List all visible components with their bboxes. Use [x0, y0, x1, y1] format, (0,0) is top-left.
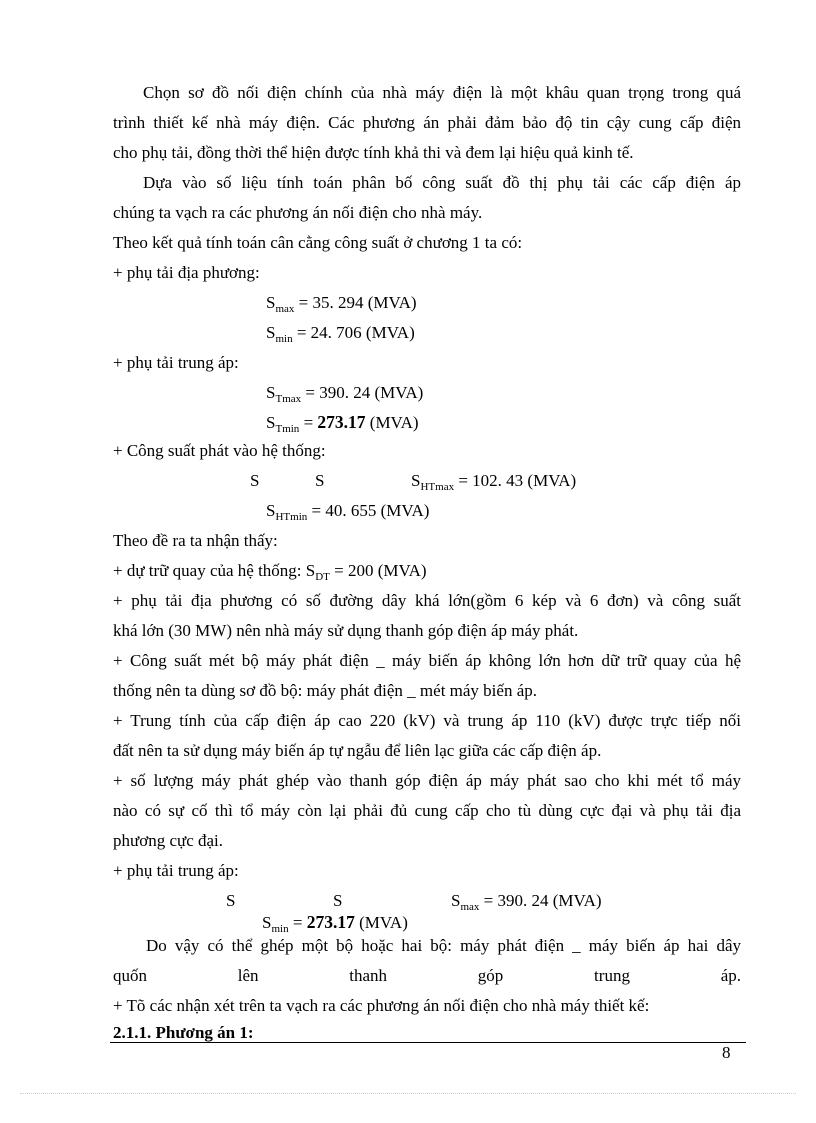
text-line: + Tõ các nhận xét trên ta vạch ra các phương án nối điện cho nhà máy thiết kế:	[113, 996, 650, 1015]
text-line: Theo kết quả tính toán cân cằng công suất ở chương 1 ta có:	[113, 233, 523, 252]
formula-s-label: S	[250, 471, 260, 490]
paragraph-line: nào có sự cố thì tổ máy còn lại phải đủ cung cấp cho tù dùng cực đại và phụ tải địa	[113, 801, 741, 820]
formula-s-label: S	[226, 891, 236, 910]
formula-s-label: S	[315, 471, 325, 490]
page-boundary	[20, 1093, 796, 1094]
paragraph-line: đất nên ta sử dụng máy biến áp tự ngẫu để liên lạc giữa các cấp điện áp.	[113, 741, 602, 760]
paragraph-line: thống nên ta dùng sơ đồ bộ: máy phát điện _ mét máy biến áp.	[113, 681, 537, 700]
paragraph-line: + số lượng máy phát ghép vào thanh góp điện áp máy phát sao cho khi mét tổ máy	[113, 771, 741, 790]
formula-smax-2: $S_{max} = 390$. 24 (MVA)	[451, 891, 602, 913]
formula-smin-2: $S_{min} = 273.17$ (MVA)	[262, 912, 408, 935]
paragraph-line: + phụ tải địa phương có số đường dây khá lớn(gồm 6 kép và 6 đơn) và công suất	[113, 591, 741, 610]
text-line: + phụ tải trung áp:	[113, 861, 239, 880]
formula-s-label: S	[333, 891, 343, 910]
paragraph-line: chúng ta vạch ra các phương án nối điện cho nhà máy.	[113, 203, 483, 222]
formula-smin: $S_{min} = 24$. 706 (MVA)	[266, 323, 415, 345]
formula-stmax: $S_{Tmax} = 390$. 24 (MVA)	[266, 383, 424, 405]
paragraph-line: + Trung tính của cấp điện áp cao 220 (kV) và trung áp 110 (kV) được trực tiếp nối	[113, 711, 741, 730]
paragraph-line: Dựa vào số liệu tính toán phân bố công suất đồ thị phụ tải các cấp điện áp	[143, 173, 741, 192]
section-heading: 2.1.1. Phương án 1:	[113, 1023, 254, 1042]
paragraph-line: + Công suất mét bộ máy phát điện _ máy biến áp không lớn hơn dữ trữ quay của hệ	[113, 651, 741, 670]
formula-shtmax: $S_{HTmax} = 102$. 43 (MVA)	[411, 471, 577, 493]
text-line: + phụ tải trung áp:	[113, 353, 239, 372]
page-number: 8	[722, 1043, 731, 1062]
formula-smax: $S_{max} = 35$. 294 (MVA)	[266, 293, 417, 315]
paragraph-line: khá lớn (30 MW) nên nhà máy sử dụng thanh góp điện áp máy phát.	[113, 621, 579, 640]
paragraph-line: quốn lên thanh góp trung áp.	[113, 966, 741, 985]
paragraph-line: phương cực đại.	[113, 831, 224, 850]
formula-stmin: $S_{Tmin} = 273.17$ (MVA)	[266, 412, 419, 435]
text-line: + phụ tải địa phương:	[113, 263, 260, 282]
paragraph-line: Do vậy có thể ghép một bộ hoặc hai bộ: máy phát điện _ máy biến áp hai dây	[146, 936, 741, 955]
text-line: Theo đề ra ta nhận thấy:	[113, 531, 278, 550]
text-line: + Công suất phát vào hệ thống:	[113, 441, 326, 460]
footer-rule	[110, 1042, 746, 1043]
formula-shtmin: $S_{HTmin} = 40$. 655 (MVA)	[266, 501, 430, 523]
text-line-dutru: + dự trữ quay của hệ thống: $S_{DT} = 200$ (MVA)	[113, 561, 427, 583]
paragraph-line: Chọn sơ đồ nối điện chính của nhà máy điện là một khâu quan trọng trong quá	[143, 83, 741, 102]
paragraph-line: cho phụ tải, đồng thời thể hiện được tính khả thi và đem lại hiệu quả kinh tế.	[113, 143, 634, 162]
paragraph-line: trình thiết kế nhà máy điện. Các phương án phải đảm bảo độ tin cậy cung cấp điện	[113, 113, 741, 132]
